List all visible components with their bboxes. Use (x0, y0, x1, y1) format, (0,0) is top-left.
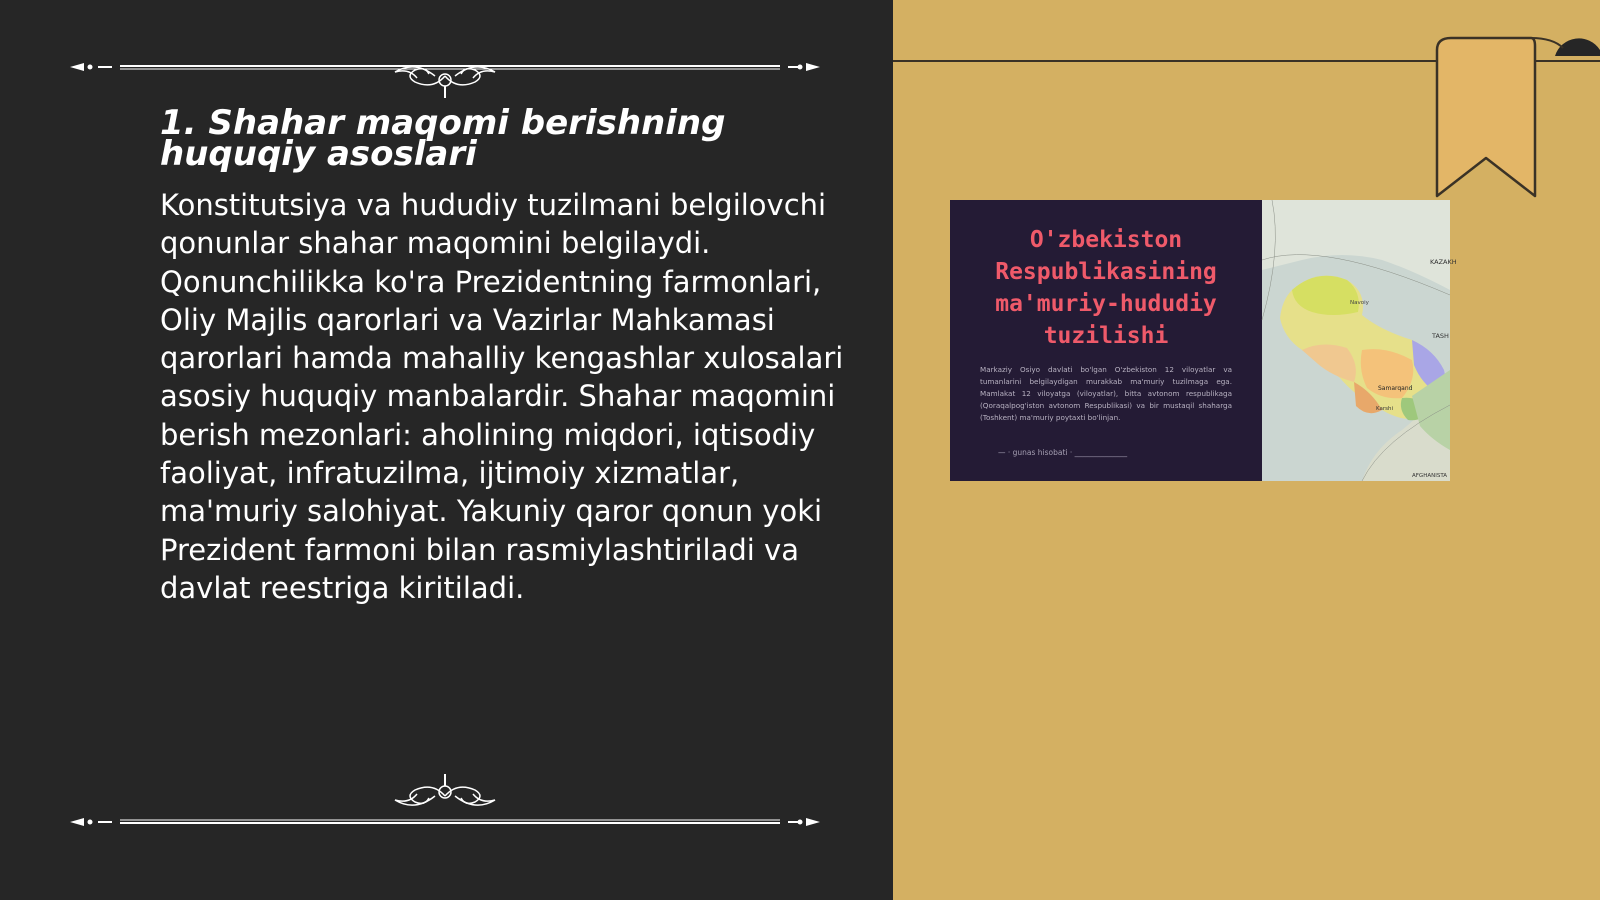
thumbnail-text-side (950, 200, 1262, 481)
slide-body-text: Konstitutsiya va hududiy tuzilmani belgilovchi qonunlar shahar maqomini belgilaydi. Qonunchilikka ko'ra Prezidentning farmonlari, Oliy Majlis qarorlari va Vazirlar Mahkamasi qarorlari hamda mahalliy kengashlar xulosalari asosiy huquqiy manbalardir. Shahar maqomini berish mezonlari: aholining miqdori, iqtisodiy faoliyat, infratuzilma, ijtimoiy xizmatlar, ma'muriy salohiyat. Yakuniy qaror qonun yoki Prezident farmoni bilan rasmiylashtiriladi va davlat reestriga kiritiladi. (160, 188, 844, 605)
map-label-tash: TASH (1432, 332, 1449, 340)
thumbnail-title: O'zbekiston Respublikasining ma'muriy-hududiy tuzilishi (995, 227, 1217, 349)
bottom-ornament-divider (60, 770, 830, 830)
map-label-kazakh: KAZAKH (1430, 258, 1457, 266)
map-slide-thumbnail (950, 200, 1457, 481)
bookmark-ribbon-icon (1435, 36, 1600, 196)
slide-title: 1. Shahar maqomi berishning huquqiy asoslari (160, 103, 726, 174)
map-label-samarqand: Samarqand (1378, 385, 1413, 392)
top-ornament-divider (60, 40, 830, 100)
thumbnail-footer: — · gunas hisobati · ______________ (998, 448, 1128, 457)
thumbnail-description: Markaziy Osiyo davlati bo'lgan O'zbekiston 12 viloyatlar va tumanlarini belgilaydigan murakkab ma'muriy tuzilmaga ega. Mamlakat 12 viloyatga (viloyatlar), bitta avtonom respublikaga (Qoraqalpog'iston avtonom Respublikasi) va bir mustaqil shaharga (Toshkent) ma'muriy poytaxti bo'linjan. (980, 365, 1232, 422)
uzbekistan-map-image (1262, 200, 1457, 481)
map-label-karshi: Karshi (1376, 406, 1394, 412)
map-label-navoi: Navoiy (1350, 300, 1369, 306)
map-label-afghanistan: AFGHANISTA (1412, 473, 1448, 479)
